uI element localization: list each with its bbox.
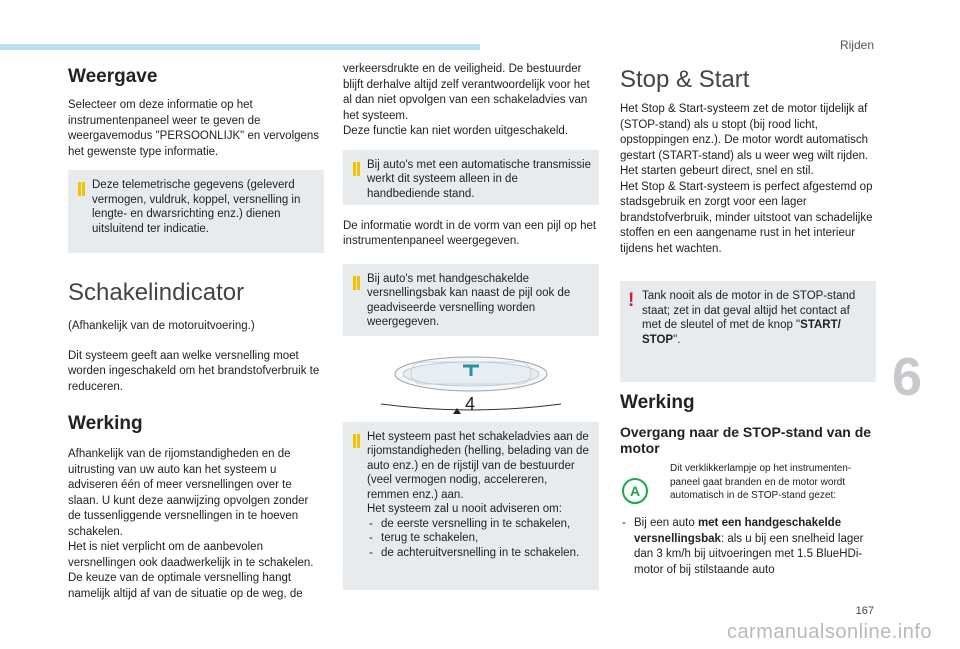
indicator-lamp-row xyxy=(620,462,876,504)
recommended-gear: 4 xyxy=(465,393,476,414)
werking-stop-heading: Werking xyxy=(620,392,695,413)
left-column xyxy=(68,62,324,602)
middle-column xyxy=(343,62,599,590)
right-column xyxy=(620,62,876,578)
info-flag-icon xyxy=(353,276,356,290)
manual-note xyxy=(343,264,599,336)
warning-text-start: Tank nooit als de motor in de STOP-stand staat; zet in dat geval altijd het contact af met de sleutel of met de knop " xyxy=(642,290,856,331)
weergave-note-text: Deze telemetrische gegevens (geleverd vermogen, vuldruk, koppel, versnelling in lengte- en dwarsrichting enz.) dienen uitsluitend ter indicatie. xyxy=(92,179,301,235)
list-item xyxy=(620,516,876,578)
weergave-heading: Weergave xyxy=(68,66,158,87)
warning-text-end: ". xyxy=(673,333,681,346)
werking-text: Afhankelijk van de rijomstandigheden en de uitrusting van uw auto kan het systeem u adviseren één of meer versnellingen over te slaan. U kunt deze aanwijzing opvolgen zonder de tussenliggende versnellingen in te hoeven schakelen. Het is niet verplicht om de aanbevolen versnellingen ook daadwerkelijk in te schakelen. De keuze van de optimale versnelling hangt namelijk altijd af van de situatie op de weg, de xyxy=(68,448,314,600)
automatic-note xyxy=(343,150,599,205)
warning-icon: ! xyxy=(628,290,635,311)
header-accent-bar xyxy=(0,44,480,50)
list-item: - de eerste versnelling in te schakelen, xyxy=(367,517,591,532)
list-item: - terug te schakelen, xyxy=(367,531,591,546)
watermark: carmanualsonline.info xyxy=(726,621,932,643)
schakelindicator-heading: Schakelindicator xyxy=(68,279,245,306)
automatic-note-text: Bij auto's met een automatische transmissie werkt dit systeem alleen in de handbediende stand. xyxy=(367,158,591,200)
stop-transition-heading: Overgang naar de STOP-stand van de motor xyxy=(620,424,872,456)
stop-start-text: Het Stop & Start-systeem zet de motor tijdelijk af (STOP-stand) als u stopt (bij rood licht, opstoppingen enz.). De motor wordt automatisch gestart (START-stand) als u weer weg wilt rijden. Het starten gebeurt direct, snel en stil. Het Stop & Start-systeem is perfect afgestemd op stadsgebruik en zorgt voor een lager brandstofverbruik, minder uitstoot van schadelijke stoffen en een aangename rust in het interieur tijdens het wachten. xyxy=(620,103,873,255)
chapter-number: 6 xyxy=(892,347,923,407)
eco-indicator-lamp-icon: A xyxy=(622,478,648,504)
refuel-warning xyxy=(620,281,876,382)
weergave-text: Selecteer om deze informatie op het instrumentenpaneel weer te geven de weergavemodus "PERSOONLIJK" en vervolgens het gewenste type informatie. xyxy=(68,99,320,158)
section-label: Rijden xyxy=(839,38,874,52)
item-bold-text: met een handgeschakelde versnellingsbak xyxy=(634,517,842,545)
info-flag-icon xyxy=(78,182,81,196)
item-text-end: : als u bij een snelheid lager dan 3 km/h bij uitvoeringen met 1.5 BlueHDi-motor of bij stilstaande auto xyxy=(634,532,864,576)
arrow-info-text: De informatie wordt in de vorm van een pijl op het instrumentenpaneel weergegeven. xyxy=(343,219,597,247)
info-flag-icon xyxy=(353,434,356,448)
start-stop-button-label: START/ STOP xyxy=(642,319,841,346)
item-text: Bij een auto xyxy=(634,517,698,529)
weergave-note xyxy=(68,170,324,253)
info-flag-icon xyxy=(353,162,356,176)
system-advice-text: Het systeem past het schakeladvies aan de rijomstandigheden (helling, belading van de auto enz.) en de rijstijl van de bestuurder (veel vermogen nodig, accelereren, remmen enz.) aan. Het systeem zal u nooit adviseren om: xyxy=(367,430,589,515)
werking-heading: Werking xyxy=(68,413,143,434)
system-advice-note xyxy=(343,422,599,590)
shift-up-arrow-icon xyxy=(453,408,461,414)
advice-exclusions-list xyxy=(367,517,591,561)
stop-conditions-list xyxy=(620,516,876,578)
stop-start-heading: Stop & Start xyxy=(620,66,750,93)
list-item: - de achteruitversnelling in te schakelen. xyxy=(367,546,591,561)
manual-note-text: Bij auto's met handgeschakelde versnellingsbak kan naast de pijl ook de geadviseerde versnelling worden weergegeven. xyxy=(367,272,571,328)
schakelindicator-text: Dit systeem geeft aan welke versnelling moet worden ingeschakeld om het brandstofverbruik te reduceren. xyxy=(68,349,320,393)
continued-text: verkeersdrukte en de veiligheid. De bestuurder blijft derhalve altijd zelf verantwoordelijk voor het al dan niet opvolgen van een schakeladvies van het systeem. Deze functie kan niet worden uitgeschakeld. xyxy=(343,63,590,137)
gear-shift-display-illustration xyxy=(371,354,571,414)
page-number: 167 xyxy=(855,605,874,617)
schakelindicator-subtitle: (Afhankelijk van de motoruitvoering.) xyxy=(68,320,255,332)
indicator-lamp-text: Dit verklikkerlampje op het instrumenten- paneel gaat branden en de motor wordt automatisch in de STOP-stand gezet: xyxy=(670,463,852,501)
